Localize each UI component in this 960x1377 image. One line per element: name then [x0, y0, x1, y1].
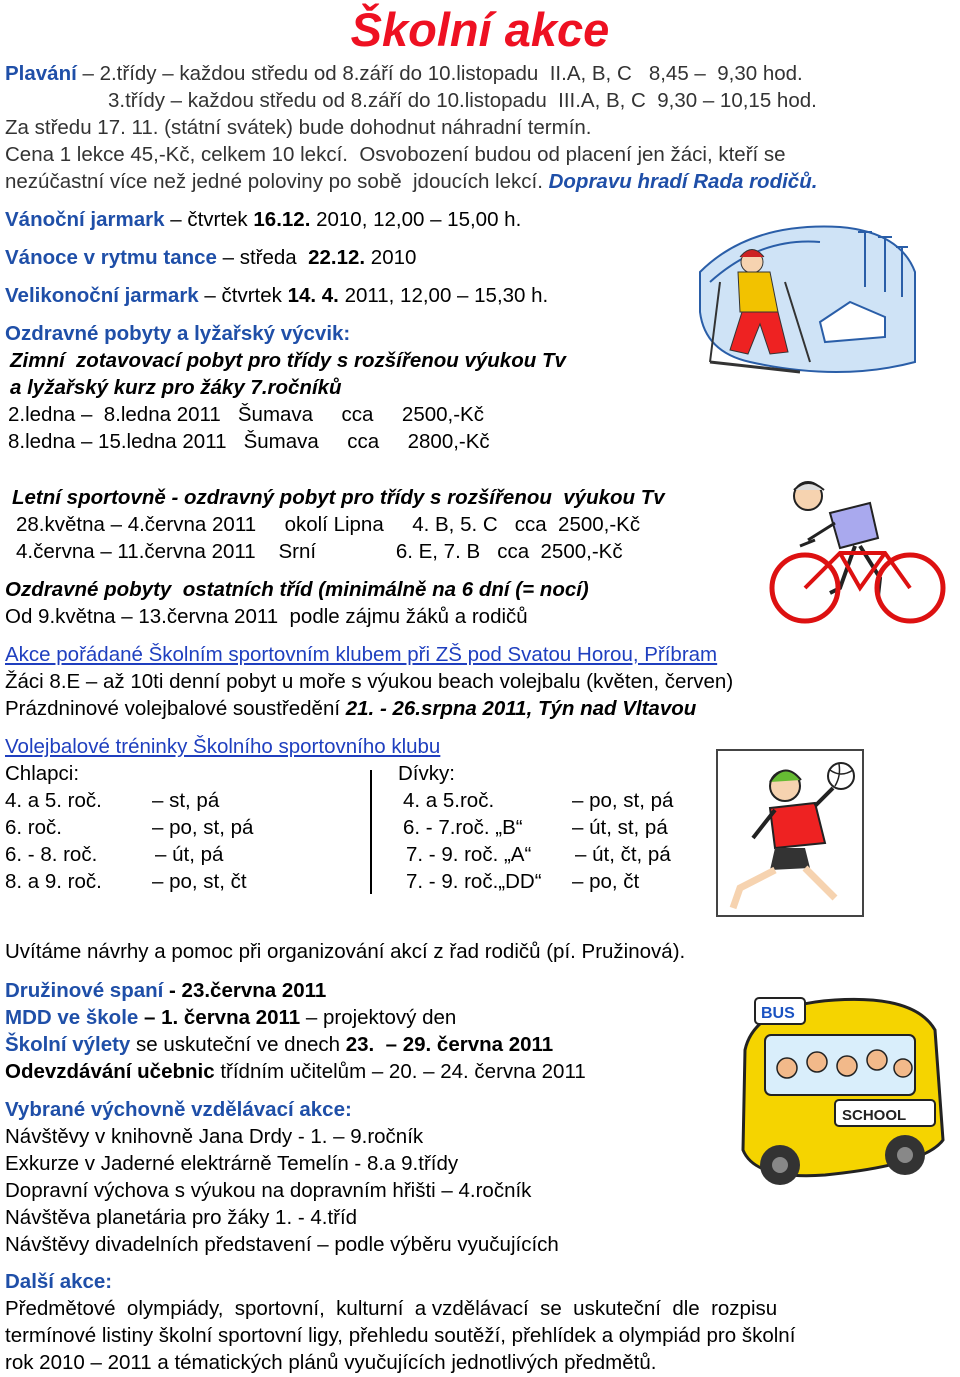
boys-days: – po, st, čt: [152, 870, 247, 893]
boys-grade: 4. a 5. roč.: [5, 789, 102, 812]
swimming-line-3: Za středu 17. 11. (státní svátek) bude dohodnut náhradní termín.: [5, 116, 592, 139]
event-christmas-market: [5, 208, 521, 232]
winter-sub-2: a lyžařský kurz pro žáky 7.ročníků: [10, 376, 342, 399]
event-rest: 2011, 12,00 – 15,30 h.: [338, 284, 549, 307]
event-day: středa: [239, 246, 309, 269]
edu-heading: Vybrané výchovně vzdělávací akce:: [5, 1098, 352, 1121]
event-label: Velikonoční jarmark: [5, 284, 199, 307]
event-label: Vánoce v rytmu tance: [5, 246, 217, 269]
boys-days: – st, pá: [152, 789, 220, 812]
event-rest: 2010, 12,00 – 15,00 h.: [310, 208, 522, 231]
event-label: Vánoční jarmark: [5, 208, 165, 231]
club-text: Prázdninové volejbalové soustředění: [5, 697, 346, 720]
girls-grade: 7. - 9. roč.„DD“: [406, 870, 542, 893]
winter-sub-1: Zimní zotavovací pobyt pro třídy s rozšířenou výukou Tv: [10, 349, 566, 372]
summer-row-1: 28.května – 4.června 2011 okolí Lipna 4. B, 5. C cca 2500,-Kč: [16, 513, 641, 536]
girls-days: – po, st, pá: [572, 789, 674, 812]
summer-heading: Letní sportovně - ozdravný pobyt pro třídy s rozšířenou výukou Tv: [12, 486, 665, 509]
boys-grade: 6. roč.: [5, 816, 62, 839]
swimming-label: Plavání: [5, 62, 77, 85]
event-date: 14. 4.: [287, 284, 339, 307]
welcome-line: Uvítáme návrhy a pomoc při organizování akcí z řad rodičů (pí. Pružinová).: [5, 940, 686, 963]
boys-grade: 6. - 8. roč.: [5, 843, 98, 866]
girls-days: – út, st, pá: [572, 816, 668, 839]
swimming-line-1: [5, 62, 803, 86]
winter-row-1: 2.ledna – 8.ledna 2011 Šumava cca 2500,-Kč: [8, 403, 484, 426]
books-text: třídním učitelům – 20. – 24. června 2011: [214, 1060, 586, 1083]
volley-link[interactable]: Volejbalové tréninky Školního sportovního klubu: [5, 735, 441, 758]
column-divider: [370, 770, 372, 894]
summer-row-2: 4.června – 11.června 2011 Srní 6. E, 7. B cca 2500,-Kč: [16, 540, 623, 563]
swimming-text-5: nezúčastní více než jedné poloviny po sobě jdoucích lekcí.: [5, 170, 549, 193]
club-link[interactable]: Akce pořádané Školním sportovním klubem při ZŠ pod Svatou Horou, Příbram: [5, 643, 718, 666]
mdd-label: MDD ve škole: [5, 1006, 139, 1029]
event-date: 22.12.: [308, 246, 366, 269]
mdd-note: – projektový den: [300, 1006, 457, 1029]
swimming-line-4: Cena 1 lekce 45,-Kč, celkem 10 lekcí. Osvobození budou od placení jen žáci, kteří se: [5, 143, 786, 166]
boys-grade: 8. a 9. roč.: [5, 870, 102, 893]
boys-days: – po, st, pá: [152, 816, 254, 839]
bus-sign: BUS: [761, 1005, 795, 1022]
event-date: 16.12.: [253, 208, 311, 231]
event-rest: 2010: [365, 246, 417, 269]
swimming-line-2: 3.třídy – každou středu od 8.září do 10.listopadu III.A, B, C 9,30 – 10,15 hod.: [108, 89, 817, 112]
other-stays-heading: Ozdravné pobyty ostatních tříd (minimálně na 6 dní (= nocí): [5, 578, 589, 601]
boys-days: – út, pá: [155, 843, 224, 866]
school-bus-icon: [725, 990, 950, 1190]
more-line-3: rok 2010 – 2011 a tématických plánů vyučujících jednotlivých předmětů.: [5, 1351, 657, 1374]
girls-grade: 7. - 9. roč. „A“: [406, 843, 532, 866]
sleepover-label: Družinové spaní: [5, 979, 164, 1002]
boys-label: Chlapci:: [5, 762, 80, 785]
club-line-1: Žáci 8.E – až 10ti denní pobyt u moře s výukou beach volejbalu (květen, červen): [5, 670, 734, 693]
trips-line: [5, 1033, 553, 1057]
edu-item: Dopravní výchova s výukou na dopravním hřišti – 4.ročník: [5, 1179, 532, 1202]
school-sign: SCHOOL: [842, 1107, 907, 1124]
club-line-2: [5, 697, 696, 721]
event-dash: –: [164, 208, 188, 231]
sleepover-date: - 23.června 2011: [163, 979, 327, 1002]
more-heading: Další akce:: [5, 1270, 113, 1293]
more-line-2: termínové listiny školní sportovní ligy, přehledu soutěží, přehlídek a olympiád pro školní: [5, 1324, 796, 1347]
sleepover-line: [5, 979, 326, 1003]
books-line: [5, 1060, 586, 1084]
more-line-1: Předmětové olympiády, sportovní, kulturní a vzdělávací se uskuteční dle rozpisu: [5, 1297, 778, 1320]
girls-label: Dívky:: [398, 762, 455, 785]
edu-item: Návštěvy divadelních představení – podle výběru vyučujících: [5, 1233, 559, 1256]
transport-note: Dopravu hradí Rada rodičů.: [548, 170, 818, 193]
trips-label: Školní výlety: [5, 1033, 131, 1056]
event-dash: –: [216, 246, 240, 269]
winter-row-2: 8.ledna – 15.ledna 2011 Šumava cca 2800,-Kč: [8, 430, 490, 453]
other-stays-line: Od 9.května – 13.června 2011 podle zájmu žáků a rodičů: [5, 605, 528, 628]
cyclist-icon: [760, 478, 950, 638]
girls-grade: 6. - 7.roč. „B“: [403, 816, 523, 839]
books-label: Odevzdávání učebnic: [5, 1060, 215, 1083]
edu-item: Návštěvy v knihovně Jana Drdy - 1. – 9.ročník: [5, 1125, 424, 1148]
event-christmas-dance: [5, 246, 416, 270]
club-camp-dates: 21. - 26.srpna 2011, Týn nad Vltavou: [345, 697, 697, 720]
mdd-line: [5, 1006, 456, 1030]
swimming-text-1: – 2.třídy – každou středu od 8.září do 10.listopadu II.A, B, C 8,45 – 9,30 hod.: [76, 62, 803, 85]
skier-icon: [690, 212, 920, 392]
edu-item: Návštěva planetária pro žáky 1. - 4.tříd: [5, 1206, 358, 1229]
trips-date: 23. – 29. června 2011: [345, 1033, 554, 1056]
event-day: čtvrtek: [221, 284, 288, 307]
girls-days: – út, čt, pá: [575, 843, 671, 866]
event-dash: –: [198, 284, 222, 307]
event-easter-market: [5, 284, 548, 308]
page-title: Školní akce: [350, 3, 610, 56]
girls-days: – po, čt: [572, 870, 640, 893]
swimming-line-5: [5, 170, 817, 194]
volleyball-player-icon: [715, 748, 865, 918]
winter-heading: Ozdravné pobyty a lyžařský výcvik:: [5, 322, 351, 345]
event-day: čtvrtek: [187, 208, 254, 231]
trips-text: se uskuteční ve dnech: [130, 1033, 346, 1056]
girls-grade: 4. a 5.roč.: [403, 789, 495, 812]
edu-item: Exkurze v Jaderné elektrárně Temelín - 8.a 9.třídy: [5, 1152, 459, 1175]
mdd-date: – 1. června 2011: [138, 1006, 301, 1029]
